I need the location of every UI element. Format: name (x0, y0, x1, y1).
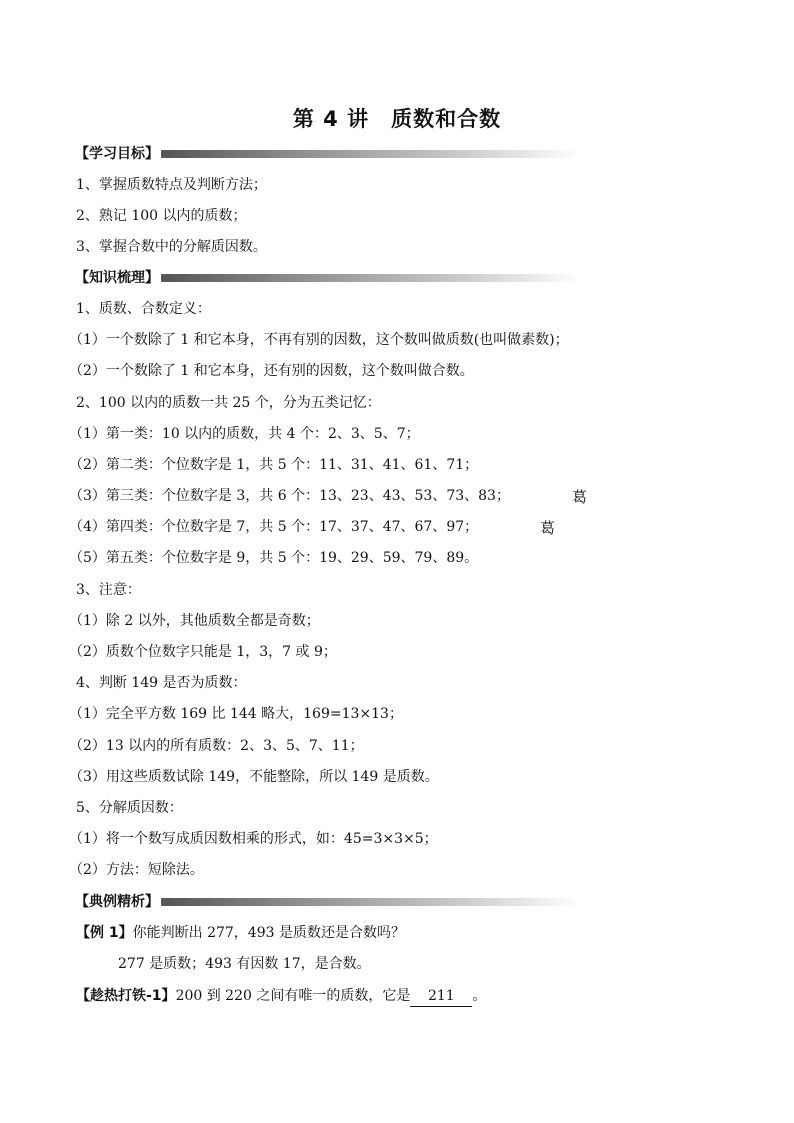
goal-line: 2、熟记 100 以内的质数； (76, 208, 247, 224)
knowledge-line: （2）13 以内的所有质数：2、3、5、7、11； (69, 738, 364, 754)
knowledge-line: （1）将一个数写成质因数相乘的形式，如：45=3×3×5； (69, 831, 438, 847)
section-label: 【知识梳理】 (75, 270, 159, 286)
knowledge-line: （5）第五类：个位数字是 9，共 5 个：19、29、59、79、89。 (69, 550, 479, 566)
practice-question: 200 到 220 之间有唯一的质数，它是 (175, 988, 411, 1004)
knowledge-line: （1）第一类：10 以内的质数，共 4 个：2、3、5、7； (69, 426, 420, 442)
practice-end: 。 (472, 988, 487, 1004)
page-title: 第 4 讲 质数和合数 (292, 107, 502, 131)
stray-mark: 葛 (540, 519, 556, 537)
knowledge-line: （1）除 2 以外，其他质数全都是奇数； (69, 613, 320, 629)
example-label: 【例 1】 (76, 925, 133, 941)
practice-1 (76, 986, 486, 1007)
example-1 (76, 923, 405, 943)
section-label: 【典例精析】 (75, 894, 159, 910)
stray-mark: 葛 (572, 488, 588, 506)
knowledge-line: 3、注意： (76, 582, 141, 598)
knowledge-line: （2）第二类：个位数字是 1，共 5 个：11、31、41、61、71； (69, 457, 479, 473)
section-bar (161, 274, 581, 282)
knowledge-line: （2）质数个位数字只能是 1，3，7 或 9； (69, 644, 337, 660)
section-header-goals (75, 142, 581, 164)
section-bar (161, 898, 581, 906)
section-header-examples (75, 890, 581, 912)
knowledge-line: （2）一个数除了 1 和它本身，还有别的因数，这个数叫做合数。 (69, 363, 474, 379)
section-bar (161, 150, 581, 158)
answer-blank: 211 (410, 986, 472, 1007)
knowledge-line: （4）第四类：个位数字是 7，共 5 个：17、37、47、67、97； (69, 519, 479, 535)
example-answer: 277 是质数；493 有因数 17，是合数。 (118, 956, 371, 972)
knowledge-line: （3）第三类：个位数字是 3，共 6 个：13、23、43、53、73、83； (69, 488, 510, 504)
practice-label: 【趁热打铁-1】 (76, 988, 176, 1004)
knowledge-line: （2）方法：短除法。 (69, 862, 204, 878)
section-label: 【学习目标】 (75, 146, 159, 162)
knowledge-line: 2、100 以内的质数一共 25 个，分为五类记忆： (76, 395, 381, 411)
knowledge-line: 4、判断 149 是否为质数： (76, 675, 247, 691)
section-header-knowledge (75, 266, 581, 288)
knowledge-line: （1）一个数除了 1 和它本身，不再有别的因数，这个数叫做质数(也叫做素数)； (69, 332, 569, 348)
knowledge-line: 5、分解质因数： (76, 800, 183, 816)
goal-line: 3、掌握合数中的分解质因数。 (76, 239, 267, 255)
knowledge-line: 1、质数、合数定义： (76, 301, 211, 317)
knowledge-line: （3）用这些质数试除 149，不能整除，所以 149 是质数。 (69, 769, 439, 785)
goal-line: 1、掌握质数特点及判断方法； (76, 177, 267, 193)
knowledge-line: （1）完全平方数 169 比 144 略大，169=13×13； (69, 706, 403, 722)
example-question: 你能判断出 277，493 是质数还是合数吗？ (132, 925, 405, 941)
